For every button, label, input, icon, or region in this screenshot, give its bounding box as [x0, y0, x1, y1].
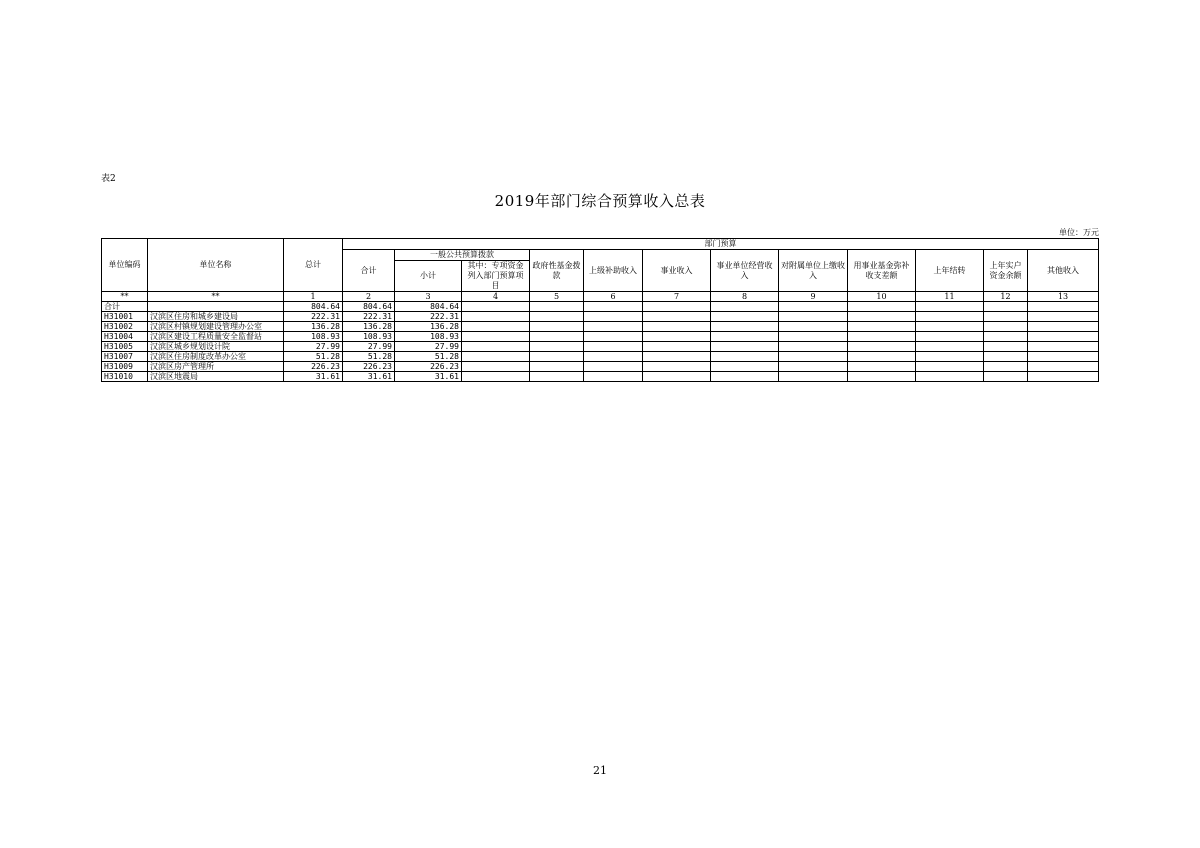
empty-cell	[984, 342, 1028, 352]
header-unit-code: 单位编码	[102, 239, 148, 292]
empty-cell	[584, 342, 643, 352]
unit-name-cell: 汉滨区住房和城乡建设局	[148, 312, 284, 322]
total-cell: 136.28	[284, 322, 343, 332]
sum-cell: 222.31	[343, 312, 395, 322]
empty-cell	[530, 342, 584, 352]
table-row	[102, 332, 1099, 342]
header-business-unit-operation: 事业单位经营收入	[711, 250, 779, 292]
table-row	[102, 362, 1099, 372]
empty-cell	[916, 362, 984, 372]
empty-cell	[643, 312, 711, 322]
empty-cell	[643, 322, 711, 332]
empty-cell	[916, 312, 984, 322]
unit-name-cell: 汉滨区地震局	[148, 372, 284, 382]
index-cell: **	[148, 292, 284, 302]
index-cell: 12	[984, 292, 1028, 302]
index-cell: 3	[395, 292, 462, 302]
index-cell: 2	[343, 292, 395, 302]
index-cell: 11	[916, 292, 984, 302]
empty-cell	[1028, 332, 1099, 342]
empty-cell	[530, 302, 584, 312]
empty-cell	[916, 342, 984, 352]
sum-cell: 804.64	[343, 302, 395, 312]
unit-name-cell: 汉滨区住房制度改革办公室	[148, 352, 284, 362]
unit-note: 单位：万元	[1059, 228, 1099, 237]
index-cell: 13	[1028, 292, 1099, 302]
empty-cell	[711, 312, 779, 322]
header-unit-name: 单位名称	[148, 239, 284, 292]
empty-cell	[462, 322, 530, 332]
total-cell: 222.31	[284, 312, 343, 322]
budget-table	[101, 238, 1099, 382]
total-cell: 108.93	[284, 332, 343, 342]
index-cell: 9	[779, 292, 848, 302]
empty-cell	[643, 332, 711, 342]
unit-code-cell: H31004	[102, 332, 148, 342]
header-general-public: 一般公共预算拨款	[395, 250, 530, 261]
small-total-cell: 136.28	[395, 322, 462, 332]
unit-code-cell: H31002	[102, 322, 148, 332]
unit-code-cell: H31010	[102, 372, 148, 382]
small-total-cell: 31.61	[395, 372, 462, 382]
unit-code-cell: 合计	[102, 302, 148, 312]
empty-cell	[643, 362, 711, 372]
table-row	[102, 352, 1099, 362]
small-total-cell: 27.99	[395, 342, 462, 352]
header-business-fund-balance: 用事业基金弥补收支差额	[848, 250, 916, 292]
small-total-cell: 226.23	[395, 362, 462, 372]
sum-cell: 31.61	[343, 372, 395, 382]
empty-cell	[711, 322, 779, 332]
empty-cell	[584, 372, 643, 382]
empty-cell	[530, 322, 584, 332]
total-cell: 226.23	[284, 362, 343, 372]
page-title: 2019年部门综合预算收入总表	[494, 192, 706, 210]
empty-cell	[462, 312, 530, 322]
empty-cell	[779, 362, 848, 372]
table-row	[102, 322, 1099, 332]
empty-cell	[584, 312, 643, 322]
header-last-year-account: 上年实户资金余额	[984, 250, 1028, 292]
empty-cell	[984, 362, 1028, 372]
header-affiliated-unit: 对附属单位上缴收入	[779, 250, 848, 292]
empty-cell	[530, 362, 584, 372]
sum-cell: 136.28	[343, 322, 395, 332]
empty-cell	[848, 332, 916, 342]
empty-cell	[711, 352, 779, 362]
empty-cell	[1028, 322, 1099, 332]
header-sum: 合计	[343, 250, 395, 292]
empty-cell	[916, 332, 984, 342]
unit-name-cell: 汉滨区城乡规划设计院	[148, 342, 284, 352]
index-cell: 10	[848, 292, 916, 302]
header-business-income: 事业收入	[643, 250, 711, 292]
unit-code-cell: H31007	[102, 352, 148, 362]
index-row	[102, 292, 1099, 302]
empty-cell	[462, 332, 530, 342]
empty-cell	[1028, 302, 1099, 312]
empty-cell	[711, 342, 779, 352]
sum-cell: 51.28	[343, 352, 395, 362]
empty-cell	[848, 322, 916, 332]
empty-cell	[643, 372, 711, 382]
empty-cell	[848, 342, 916, 352]
header-gov-fund: 政府性基金拨款	[530, 250, 584, 292]
total-cell: 27.99	[284, 342, 343, 352]
empty-cell	[462, 362, 530, 372]
table-label: 表2	[101, 174, 116, 184]
empty-cell	[779, 322, 848, 332]
small-total-cell: 804.64	[395, 302, 462, 312]
empty-cell	[584, 362, 643, 372]
unit-code-cell: H31001	[102, 312, 148, 322]
sum-cell: 27.99	[343, 342, 395, 352]
table-row	[102, 372, 1099, 382]
index-cell: 7	[643, 292, 711, 302]
empty-cell	[984, 372, 1028, 382]
index-cell: **	[102, 292, 148, 302]
empty-cell	[462, 352, 530, 362]
empty-cell	[530, 352, 584, 362]
index-cell: 4	[462, 292, 530, 302]
total-cell: 804.64	[284, 302, 343, 312]
empty-cell	[848, 312, 916, 322]
empty-cell	[462, 302, 530, 312]
empty-cell	[711, 332, 779, 342]
table-row	[102, 302, 1099, 312]
total-cell: 31.61	[284, 372, 343, 382]
small-total-cell: 222.31	[395, 312, 462, 322]
empty-cell	[1028, 342, 1099, 352]
unit-code-cell: H31009	[102, 362, 148, 372]
total-cell: 51.28	[284, 352, 343, 362]
empty-cell	[584, 332, 643, 342]
empty-cell	[848, 302, 916, 312]
empty-cell	[711, 362, 779, 372]
empty-cell	[462, 372, 530, 382]
empty-cell	[916, 322, 984, 332]
empty-cell	[530, 332, 584, 342]
table-header	[102, 239, 1099, 292]
empty-cell	[848, 352, 916, 362]
empty-cell	[848, 362, 916, 372]
empty-cell	[984, 332, 1028, 342]
unit-code-cell: H31005	[102, 342, 148, 352]
index-cell: 1	[284, 292, 343, 302]
empty-cell	[984, 302, 1028, 312]
table-row	[102, 342, 1099, 352]
index-cell: 5	[530, 292, 584, 302]
header-special-funds: 其中：专项资金列入部门预算项目	[462, 261, 530, 292]
empty-cell	[916, 302, 984, 312]
header-upper-subsidy: 上级补助收入	[584, 250, 643, 292]
empty-cell	[984, 322, 1028, 332]
empty-cell	[916, 372, 984, 382]
empty-cell	[779, 342, 848, 352]
unit-name-cell: 汉滨区村镇规划建设管理办公室	[148, 322, 284, 332]
header-small-total: 小计	[395, 261, 462, 292]
empty-cell	[584, 352, 643, 362]
small-total-cell: 108.93	[395, 332, 462, 342]
unit-name-cell: 汉滨区房产管理所	[148, 362, 284, 372]
empty-cell	[779, 332, 848, 342]
empty-cell	[848, 372, 916, 382]
page-number: 21	[593, 764, 607, 777]
empty-cell	[530, 372, 584, 382]
empty-cell	[643, 302, 711, 312]
header-total: 总计	[284, 239, 343, 292]
sum-cell: 108.93	[343, 332, 395, 342]
unit-name-cell: 汉滨区建设工程质量安全监督站	[148, 332, 284, 342]
table-row	[102, 312, 1099, 322]
empty-cell	[779, 352, 848, 362]
header-other-income: 其他收入	[1028, 250, 1099, 292]
empty-cell	[462, 342, 530, 352]
empty-cell	[1028, 312, 1099, 322]
empty-cell	[711, 302, 779, 312]
empty-cell	[779, 312, 848, 322]
empty-cell	[984, 312, 1028, 322]
index-cell: 6	[584, 292, 643, 302]
empty-cell	[530, 312, 584, 322]
header-last-year-carryover: 上年结转	[916, 250, 984, 292]
empty-cell	[643, 352, 711, 362]
empty-cell	[711, 372, 779, 382]
small-total-cell: 51.28	[395, 352, 462, 362]
empty-cell	[643, 342, 711, 352]
empty-cell	[584, 302, 643, 312]
empty-cell	[779, 302, 848, 312]
header-dept-budget: 部门预算	[343, 239, 1099, 250]
empty-cell	[779, 372, 848, 382]
sum-cell: 226.23	[343, 362, 395, 372]
empty-cell	[1028, 352, 1099, 362]
empty-cell	[984, 352, 1028, 362]
unit-name-cell	[148, 302, 284, 312]
empty-cell	[1028, 372, 1099, 382]
empty-cell	[916, 352, 984, 362]
index-cell: 8	[711, 292, 779, 302]
empty-cell	[584, 322, 643, 332]
empty-cell	[1028, 362, 1099, 372]
